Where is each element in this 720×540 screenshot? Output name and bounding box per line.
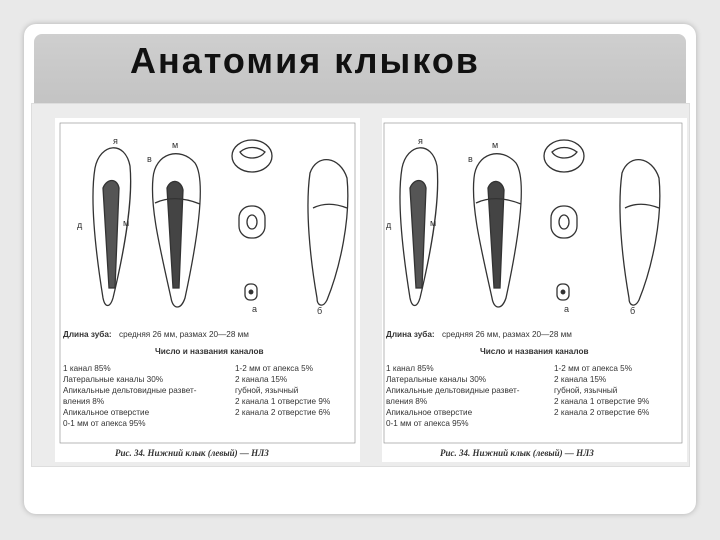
letter-m-2: м <box>123 218 130 228</box>
right-col-line: 2 канала 1 отверстие 9% <box>235 397 331 406</box>
figure-panel-right <box>382 118 687 462</box>
right-col-line: 1-2 мм от апекса 5% <box>235 364 314 373</box>
left-col-line: 0-1 мм от апекса 95% <box>386 419 469 428</box>
letter-d: д <box>77 220 83 230</box>
left-col-line: Апикальное отверстие <box>63 408 150 417</box>
left-col-line: Латеральные каналы 30% <box>386 375 487 384</box>
left-col-line: Апикальное отверстие <box>386 408 473 417</box>
letter-ya: я <box>418 136 423 146</box>
letter-d: д <box>386 220 392 230</box>
letter-b: б <box>630 306 636 316</box>
letter-b: б <box>317 306 323 316</box>
left-col-line: Апикальные дельтовидные развет- <box>386 386 520 395</box>
right-col-line: 1-2 мм от апекса 5% <box>554 364 633 373</box>
length-value: средняя 26 мм, размах 20—28 мм <box>119 330 249 339</box>
length-label: Длина зуба: <box>63 330 112 339</box>
length-label: Длина зуба: <box>386 330 435 339</box>
left-col-line: Апикальные дельтовидные развет- <box>63 386 197 395</box>
right-col-line: 2 канала 15% <box>554 375 607 384</box>
letter-m-2: м <box>430 218 437 228</box>
letter-ya: я <box>113 136 118 146</box>
letter-a: а <box>564 304 570 314</box>
slide-title: Анатомия клыков <box>130 40 480 81</box>
figure-caption: Рис. 34. Нижний клык (левый) — НЛЗ <box>440 448 594 458</box>
right-col-line: 2 канала 2 отверстие 6% <box>554 408 650 417</box>
left-col-line: 1 канал 85% <box>63 364 111 373</box>
right-col-line: губной, язычный <box>554 386 618 395</box>
channels-heading: Число и названия каналов <box>155 347 264 356</box>
right-col-line: 2 канала 1 отверстие 9% <box>554 397 650 406</box>
left-col-line: Латеральные каналы 30% <box>63 375 164 384</box>
length-value: средняя 26 мм, размах 20—28 мм <box>442 330 572 339</box>
letter-v: в <box>147 154 152 164</box>
letter-m: м <box>172 140 179 150</box>
channels-heading: Число и названия каналов <box>480 347 589 356</box>
left-col-line: 1 канал 85% <box>386 364 434 373</box>
left-col-line: 0-1 мм от апекса 95% <box>63 419 146 428</box>
letter-m: м <box>492 140 499 150</box>
letter-v: в <box>468 154 473 164</box>
letter-a: а <box>252 304 258 314</box>
right-col-line: губной, язычный <box>235 386 299 395</box>
left-col-line: вления 8% <box>63 397 105 406</box>
left-col-line: вления 8% <box>386 397 428 406</box>
right-col-line: 2 канала 15% <box>235 375 288 384</box>
right-col-line: 2 канала 2 отверстие 6% <box>235 408 331 417</box>
figure-panel-left <box>55 118 360 462</box>
figure-caption: Рис. 34. Нижний клык (левый) — НЛЗ <box>115 448 269 458</box>
